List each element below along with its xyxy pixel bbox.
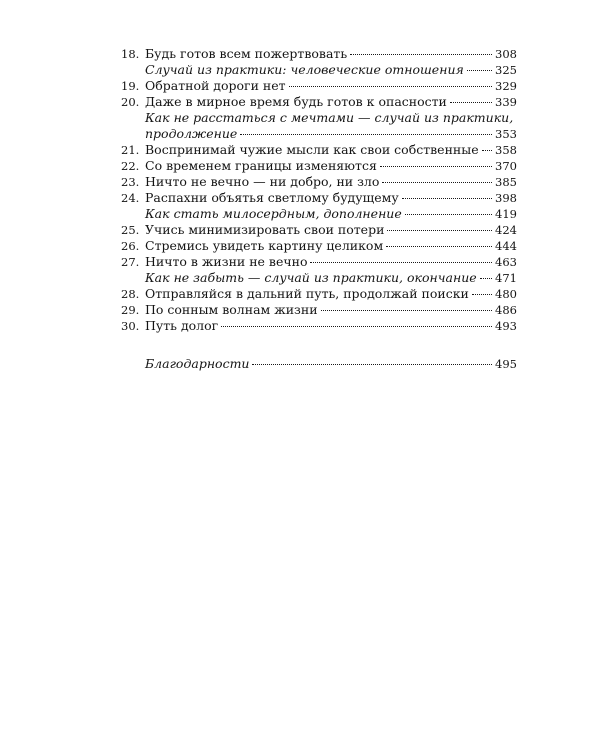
chapter-title: Путь долог xyxy=(145,318,219,333)
chapter-number: 29. xyxy=(121,303,140,317)
chapter-title: Обратной дороги нет xyxy=(145,78,286,93)
page-number: 325 xyxy=(495,63,517,77)
toc-subentry-remember-ending xyxy=(121,270,517,286)
toc-entry-22 xyxy=(121,158,517,174)
chapter-number: 22. xyxy=(121,159,140,173)
page-number: 358 xyxy=(495,143,517,157)
chapter-title: Ничто в жизни не вечно xyxy=(145,254,308,269)
toc-entry-18 xyxy=(121,46,517,62)
chapter-title: Даже в мирное время будь готов к опасности xyxy=(145,94,447,109)
toc-entry-23 xyxy=(121,174,517,190)
toc-entry-26 xyxy=(121,238,517,254)
chapter-title: Ничто не вечно — ни добро, ни зло xyxy=(145,174,380,189)
dot-leader xyxy=(350,53,492,55)
toc-entry-28 xyxy=(121,286,517,302)
dot-leader xyxy=(382,181,492,183)
dot-leader xyxy=(472,293,492,295)
dot-leader xyxy=(221,325,492,327)
chapter-number: 30. xyxy=(121,319,140,333)
toc-entry-30 xyxy=(121,318,517,334)
page-number: 444 xyxy=(495,239,517,253)
toc-subentry-dreams-continued xyxy=(121,126,517,142)
chapter-number: 19. xyxy=(121,79,140,93)
page-number: 353 xyxy=(495,127,517,141)
subentry-title: Как не забыть — случай из практики, окончание xyxy=(145,270,477,285)
dot-leader xyxy=(386,245,492,247)
page-number: 419 xyxy=(495,207,517,221)
chapter-number: 25. xyxy=(121,223,140,237)
page-number: 329 xyxy=(495,79,517,93)
dot-leader xyxy=(310,261,492,263)
toc-entry-25 xyxy=(121,222,517,238)
page-number: 493 xyxy=(495,319,517,333)
chapter-title: Стремись увидеть картину целиком xyxy=(145,238,384,253)
dot-leader xyxy=(450,101,492,103)
dot-leader xyxy=(482,149,492,151)
toc-subentry-mercy-addendum xyxy=(121,206,517,222)
page-number: 486 xyxy=(495,303,517,317)
table-of-contents xyxy=(121,46,517,372)
dot-leader xyxy=(402,197,492,199)
dot-leader xyxy=(321,309,493,311)
toc-entry-21 xyxy=(121,142,517,158)
subentry-title: продолжение xyxy=(145,126,238,141)
chapter-number: 27. xyxy=(121,255,140,269)
toc-entry-19 xyxy=(121,78,517,94)
page-number: 424 xyxy=(495,223,517,237)
chapter-number: 24. xyxy=(121,191,140,205)
dot-leader xyxy=(405,213,492,215)
subentry-title-line1: Как не расстаться с мечтами — случай из практики, xyxy=(145,110,514,125)
chapter-number: 20. xyxy=(121,95,140,109)
toc-entry-29 xyxy=(121,302,517,318)
chapter-number: 21. xyxy=(121,143,140,157)
dot-leader xyxy=(480,277,492,279)
page-number: 471 xyxy=(495,271,517,285)
chapter-title: Учись минимизировать свои потери xyxy=(145,222,385,237)
chapter-title: Отправляйся в дальний путь, продолжай поиски xyxy=(145,286,469,301)
toc-entry-acknowledgements xyxy=(121,356,517,372)
dot-leader xyxy=(387,229,492,231)
chapter-title: По сонным волнам жизни xyxy=(145,302,318,317)
dot-leader xyxy=(252,363,492,365)
chapter-number: 28. xyxy=(121,287,140,301)
subentry-title: Как стать милосердным, дополнение xyxy=(145,206,402,221)
page-number: 339 xyxy=(495,95,517,109)
chapter-title: Распахни объятья светлому будущему xyxy=(145,190,399,205)
chapter-title: Воспринимай чужие мысли как свои собственные xyxy=(145,142,479,157)
toc-entry-27 xyxy=(121,254,517,270)
dot-leader xyxy=(467,69,492,71)
section-gap xyxy=(121,334,517,356)
dot-leader xyxy=(240,133,492,135)
page-number: 463 xyxy=(495,255,517,269)
chapter-title: Со временем границы изменяются xyxy=(145,158,377,173)
page-number: 308 xyxy=(495,47,517,61)
page-number: 370 xyxy=(495,159,517,173)
chapter-number: 26. xyxy=(121,239,140,253)
dot-leader xyxy=(380,165,492,167)
page-number: 495 xyxy=(495,357,517,371)
acknowledgements-title: Благодарности xyxy=(145,356,250,371)
toc-entry-20 xyxy=(121,94,517,110)
page-number: 480 xyxy=(495,287,517,301)
chapter-number: 18. xyxy=(121,47,140,61)
page-number: 398 xyxy=(495,191,517,205)
toc-subentry-case-study xyxy=(121,62,517,78)
subentry-title: Случай из практики: человеческие отношения xyxy=(145,62,464,77)
page-number: 385 xyxy=(495,175,517,189)
toc-entry-24 xyxy=(121,190,517,206)
chapter-number: 23. xyxy=(121,175,140,189)
chapter-title: Будь готов всем пожертвовать xyxy=(145,46,348,61)
dot-leader xyxy=(289,85,492,87)
